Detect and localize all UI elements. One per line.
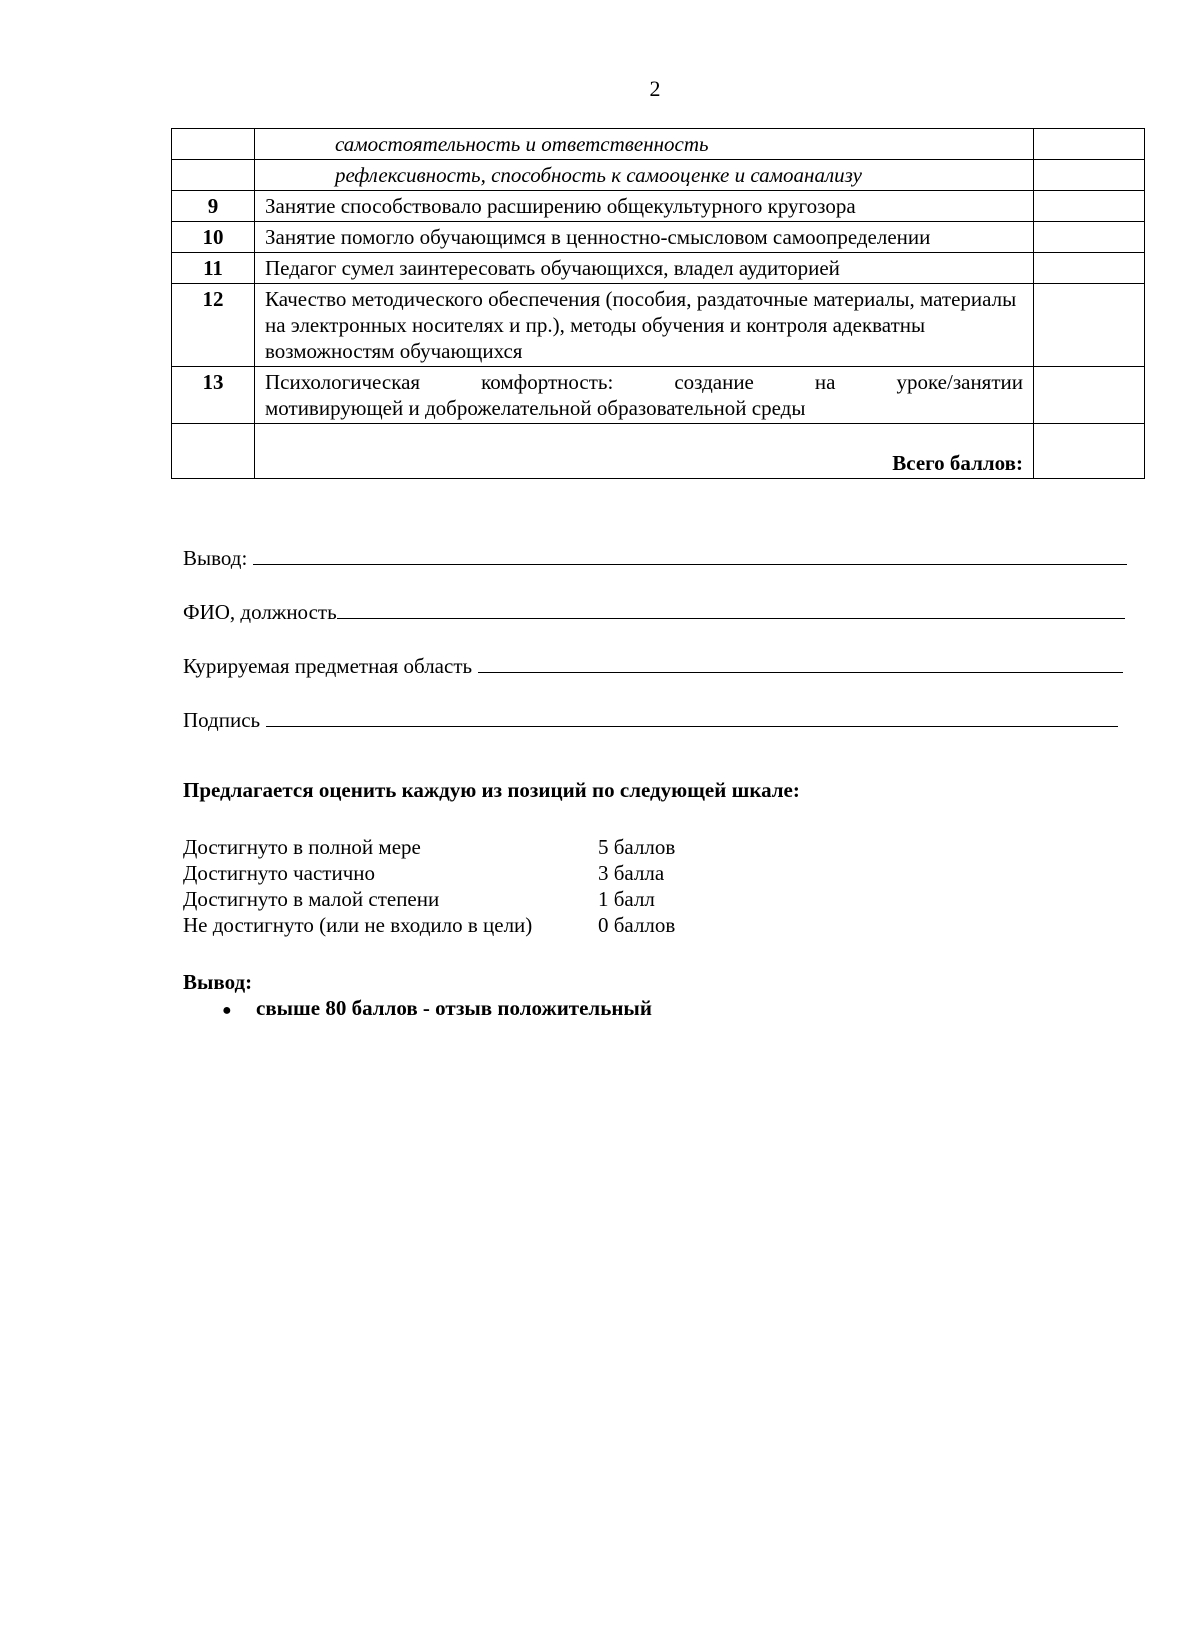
conclusion-list-item <box>222 996 652 1021</box>
score-cell[interactable] <box>1034 191 1145 222</box>
scale-label: Достигнуто в малой степени <box>183 887 440 911</box>
name-position-label: ФИО, должность <box>183 600 337 624</box>
scale-label: Достигнуто в полной мере <box>183 835 421 859</box>
subject-area-input-line[interactable] <box>478 671 1123 673</box>
row-number-cell: 13 <box>172 367 255 424</box>
row-number-cell <box>172 129 255 160</box>
row-number-cell <box>172 424 255 479</box>
scale-row <box>183 834 675 860</box>
score-cell[interactable] <box>1034 222 1145 253</box>
scale-row <box>183 886 675 912</box>
signature-label: Подпись <box>183 708 261 732</box>
score-cell[interactable] <box>1034 253 1145 284</box>
subject-area-field <box>183 654 1123 679</box>
subject-area-label: Курируемая предметная область <box>183 654 473 678</box>
scale-points: 1 балл <box>598 887 655 911</box>
table-row <box>172 160 1145 191</box>
scale-heading: Предлагается оценить каждую из позиций по следующей шкале: <box>183 778 800 802</box>
table-row <box>172 191 1145 222</box>
criterion-cell: Качество методического обеспечения (пособия, раздаточные материалы, материалы на электронных носителях и пр.), методы обучения и контроля адекватны возможностям обучающихся <box>255 284 1034 367</box>
criterion-line: мотивирующей и доброжелательной образовательной среды <box>265 396 806 420</box>
total-score-cell[interactable] <box>1034 424 1145 479</box>
criterion-line: Психологическая комфортность: создание на уроке/занятии <box>265 370 1023 394</box>
criterion-cell: Занятие помогло обучающимся в ценностно-смысловом самоопределении <box>255 222 1034 253</box>
conclusion-input-line[interactable] <box>253 563 1127 565</box>
score-cell[interactable] <box>1034 367 1145 424</box>
conclusion-field-label: Вывод: <box>183 546 248 570</box>
row-number-cell: 10 <box>172 222 255 253</box>
total-row <box>172 424 1145 479</box>
bullet-icon: ● <box>222 1002 232 1019</box>
criterion-cell <box>255 367 1034 424</box>
name-position-input-line[interactable] <box>337 617 1125 619</box>
score-cell[interactable] <box>1034 129 1145 160</box>
scale-row <box>183 860 675 886</box>
total-label: Всего баллов: <box>255 424 1034 479</box>
table-row <box>172 284 1145 367</box>
signature-field <box>183 708 1118 733</box>
scale-row <box>183 912 675 938</box>
criterion-cell: Занятие способствовало расширению общекультурного кругозора <box>255 191 1034 222</box>
table-row <box>172 253 1145 284</box>
table-row <box>172 222 1145 253</box>
scale-label: Не достигнуто (или не входило в цели) <box>183 913 533 937</box>
conclusion-item-text: свыше 80 баллов - отзыв положительный <box>256 996 652 1020</box>
score-cell[interactable] <box>1034 284 1145 367</box>
scale-points: 3 балла <box>598 861 665 885</box>
criterion-cell: самостоятельность и ответственность <box>255 129 1034 160</box>
table-row <box>172 129 1145 160</box>
score-cell[interactable] <box>1034 160 1145 191</box>
criterion-cell: Педагог сумел заинтересовать обучающихся, владел аудиторией <box>255 253 1034 284</box>
name-position-field <box>183 600 1125 625</box>
row-number-cell <box>172 160 255 191</box>
row-number-cell: 12 <box>172 284 255 367</box>
page-number: 2 <box>649 76 661 101</box>
scale-label: Достигнуто частично <box>183 861 376 885</box>
table-row <box>172 367 1145 424</box>
evaluation-table <box>171 128 1145 479</box>
scale-table <box>183 834 675 938</box>
row-number-cell: 9 <box>172 191 255 222</box>
conclusion-field <box>183 546 1127 571</box>
signature-input-line[interactable] <box>266 725 1118 727</box>
row-number-cell: 11 <box>172 253 255 284</box>
scale-points: 5 баллов <box>598 835 676 859</box>
criterion-cell: рефлексивность, способность к самооценке и самоанализу <box>255 160 1034 191</box>
scale-points: 0 баллов <box>598 913 676 937</box>
conclusion-heading: Вывод: <box>183 970 253 994</box>
